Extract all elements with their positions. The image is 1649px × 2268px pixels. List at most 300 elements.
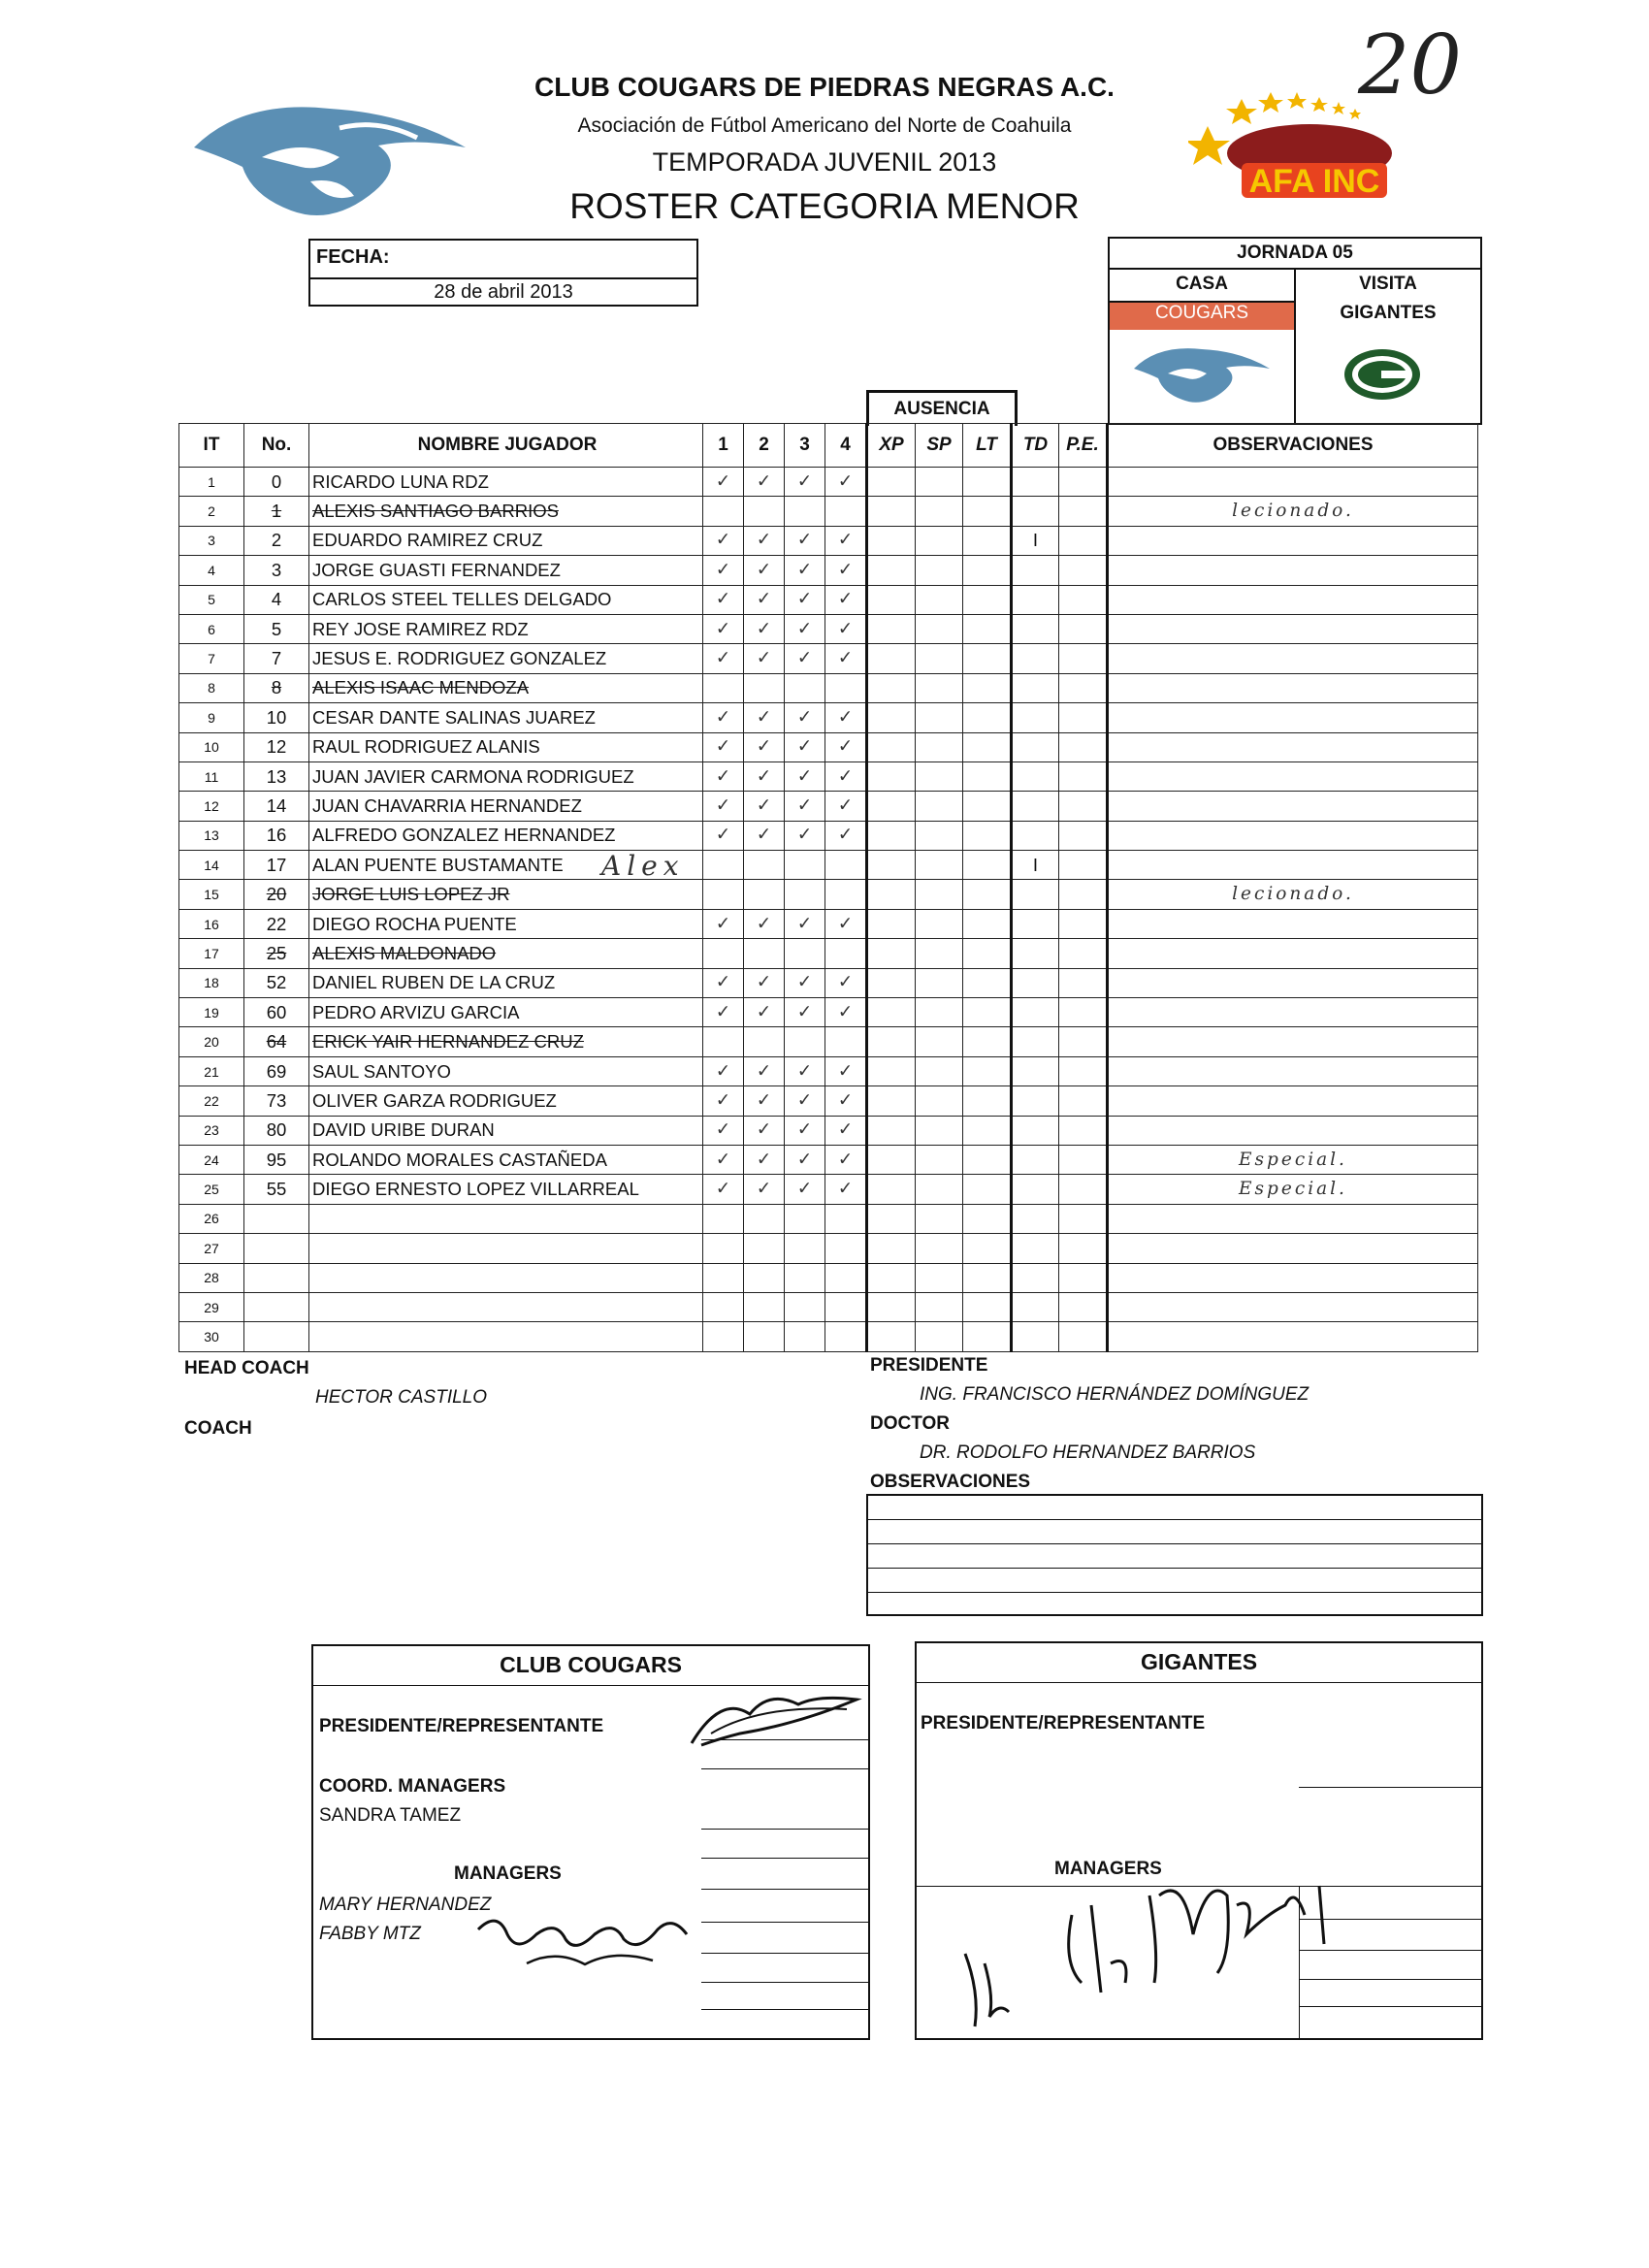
quarter-check[interactable]: ✓	[825, 1116, 867, 1145]
lt-cell[interactable]	[963, 526, 1012, 555]
quarter-check[interactable]	[703, 1027, 744, 1056]
xp-cell[interactable]	[867, 732, 916, 761]
quarter-check[interactable]	[703, 1292, 744, 1321]
quarter-check[interactable]: ✓	[785, 1175, 825, 1204]
pe-cell[interactable]	[1059, 732, 1108, 761]
td-cell[interactable]: I	[1012, 851, 1059, 880]
td-cell[interactable]	[1012, 497, 1059, 526]
sp-cell[interactable]	[916, 1027, 963, 1056]
lt-cell[interactable]	[963, 1263, 1012, 1292]
pe-cell[interactable]	[1059, 585, 1108, 614]
quarter-check[interactable]: ✓	[825, 1175, 867, 1204]
row-observacion[interactable]	[1108, 1263, 1478, 1292]
row-observacion[interactable]	[1108, 556, 1478, 585]
pe-cell[interactable]	[1059, 497, 1108, 526]
quarter-check[interactable]	[825, 1263, 867, 1292]
row-player-name[interactable]: EDUARDO RAMIREZ CRUZ	[309, 526, 703, 555]
row-player-name[interactable]: PEDRO ARVIZU GARCIA	[309, 998, 703, 1027]
td-cell[interactable]	[1012, 1204, 1059, 1233]
quarter-check[interactable]	[785, 1234, 825, 1263]
quarter-check[interactable]: ✓	[744, 761, 785, 791]
row-observacion[interactable]	[1108, 939, 1478, 968]
quarter-check[interactable]: ✓	[703, 1175, 744, 1204]
quarter-check[interactable]: ✓	[703, 761, 744, 791]
sp-cell[interactable]	[916, 526, 963, 555]
row-number[interactable]: 55	[244, 1175, 309, 1204]
quarter-check[interactable]	[703, 1263, 744, 1292]
row-player-name[interactable]: JORGE LUIS LOPEZ JR	[309, 880, 703, 909]
td-cell[interactable]	[1012, 1116, 1059, 1145]
sp-cell[interactable]	[916, 1056, 963, 1085]
quarter-check[interactable]: ✓	[703, 968, 744, 997]
pe-cell[interactable]	[1059, 939, 1108, 968]
pe-cell[interactable]	[1059, 792, 1108, 821]
quarter-check[interactable]: ✓	[825, 1056, 867, 1085]
td-cell[interactable]	[1012, 556, 1059, 585]
lt-cell[interactable]	[963, 968, 1012, 997]
quarter-check[interactable]: ✓	[785, 1145, 825, 1174]
xp-cell[interactable]	[867, 968, 916, 997]
row-number[interactable]	[244, 1263, 309, 1292]
row-number[interactable]: 5	[244, 614, 309, 643]
quarter-check[interactable]	[703, 851, 744, 880]
quarter-check[interactable]	[825, 497, 867, 526]
quarter-check[interactable]: ✓	[744, 968, 785, 997]
sp-cell[interactable]	[916, 939, 963, 968]
lt-cell[interactable]	[963, 939, 1012, 968]
quarter-check[interactable]: ✓	[744, 909, 785, 938]
quarter-check[interactable]: ✓	[703, 703, 744, 732]
xp-cell[interactable]	[867, 939, 916, 968]
pe-cell[interactable]	[1059, 998, 1108, 1027]
row-player-name[interactable]: JESUS E. RODRIGUEZ GONZALEZ	[309, 644, 703, 673]
lt-cell[interactable]	[963, 1175, 1012, 1204]
row-observacion[interactable]	[1108, 644, 1478, 673]
row-player-name[interactable]: ROLANDO MORALES CASTAÑEDA	[309, 1145, 703, 1174]
sp-cell[interactable]	[916, 1175, 963, 1204]
row-player-name[interactable]: OLIVER GARZA RODRIGUEZ	[309, 1086, 703, 1116]
quarter-check[interactable]: ✓	[825, 526, 867, 555]
sp-cell[interactable]	[916, 851, 963, 880]
row-number[interactable]: 8	[244, 673, 309, 702]
sp-cell[interactable]	[916, 909, 963, 938]
td-cell[interactable]	[1012, 792, 1059, 821]
sp-cell[interactable]	[916, 614, 963, 643]
quarter-check[interactable]: ✓	[744, 585, 785, 614]
xp-cell[interactable]	[867, 673, 916, 702]
td-cell[interactable]	[1012, 703, 1059, 732]
lt-cell[interactable]	[963, 1204, 1012, 1233]
quarter-check[interactable]: ✓	[825, 1145, 867, 1174]
sp-cell[interactable]	[916, 1086, 963, 1116]
row-number[interactable]: 3	[244, 556, 309, 585]
pe-cell[interactable]	[1059, 644, 1108, 673]
row-player-name[interactable]	[309, 1292, 703, 1321]
row-number[interactable]: 16	[244, 821, 309, 850]
td-cell[interactable]	[1012, 468, 1059, 497]
td-cell[interactable]	[1012, 1234, 1059, 1263]
quarter-check[interactable]: ✓	[744, 821, 785, 850]
quarter-check[interactable]	[785, 880, 825, 909]
pe-cell[interactable]	[1059, 1056, 1108, 1085]
quarter-check[interactable]: ✓	[703, 1086, 744, 1116]
quarter-check[interactable]	[744, 880, 785, 909]
row-observacion[interactable]	[1108, 792, 1478, 821]
lt-cell[interactable]	[963, 585, 1012, 614]
row-player-name[interactable]: ALFREDO GONZALEZ HERNANDEZ	[309, 821, 703, 850]
row-number[interactable]: 7	[244, 644, 309, 673]
td-cell[interactable]	[1012, 761, 1059, 791]
quarter-check[interactable]	[703, 1322, 744, 1351]
sp-cell[interactable]	[916, 821, 963, 850]
quarter-check[interactable]: ✓	[825, 556, 867, 585]
row-observacion[interactable]	[1108, 1027, 1478, 1056]
quarter-check[interactable]	[703, 1204, 744, 1233]
row-observacion[interactable]	[1108, 526, 1478, 555]
quarter-check[interactable]	[744, 1234, 785, 1263]
quarter-check[interactable]	[703, 673, 744, 702]
xp-cell[interactable]	[867, 614, 916, 643]
quarter-check[interactable]: ✓	[785, 761, 825, 791]
quarter-check[interactable]	[744, 939, 785, 968]
td-cell[interactable]	[1012, 1263, 1059, 1292]
sp-cell[interactable]	[916, 1145, 963, 1174]
xp-cell[interactable]	[867, 526, 916, 555]
lt-cell[interactable]	[963, 880, 1012, 909]
xp-cell[interactable]	[867, 468, 916, 497]
row-observacion[interactable]	[1108, 468, 1478, 497]
row-number[interactable]: 14	[244, 792, 309, 821]
td-cell[interactable]	[1012, 998, 1059, 1027]
lt-cell[interactable]	[963, 556, 1012, 585]
row-player-name[interactable]: CARLOS STEEL TELLES DELGADO	[309, 585, 703, 614]
xp-cell[interactable]	[867, 909, 916, 938]
quarter-check[interactable]: ✓	[703, 909, 744, 938]
row-observacion[interactable]	[1108, 761, 1478, 791]
quarter-check[interactable]: ✓	[825, 998, 867, 1027]
quarter-check[interactable]: ✓	[744, 998, 785, 1027]
xp-cell[interactable]	[867, 1116, 916, 1145]
xp-cell[interactable]	[867, 821, 916, 850]
sp-cell[interactable]	[916, 761, 963, 791]
pe-cell[interactable]	[1059, 1027, 1108, 1056]
row-number[interactable]: 12	[244, 732, 309, 761]
quarter-check[interactable]: ✓	[825, 703, 867, 732]
lt-cell[interactable]	[963, 1086, 1012, 1116]
sp-cell[interactable]	[916, 1263, 963, 1292]
quarter-check[interactable]: ✓	[703, 821, 744, 850]
lt-cell[interactable]	[963, 909, 1012, 938]
xp-cell[interactable]	[867, 998, 916, 1027]
quarter-check[interactable]	[825, 673, 867, 702]
row-number[interactable]	[244, 1292, 309, 1321]
sp-cell[interactable]	[916, 1234, 963, 1263]
quarter-check[interactable]	[785, 1322, 825, 1351]
quarter-check[interactable]: ✓	[785, 1056, 825, 1085]
pe-cell[interactable]	[1059, 1204, 1108, 1233]
td-cell[interactable]	[1012, 821, 1059, 850]
row-number[interactable]: 10	[244, 703, 309, 732]
quarter-check[interactable]: ✓	[703, 526, 744, 555]
row-observacion[interactable]	[1108, 673, 1478, 702]
lt-cell[interactable]	[963, 1027, 1012, 1056]
quarter-check[interactable]: ✓	[703, 998, 744, 1027]
sp-cell[interactable]	[916, 1116, 963, 1145]
pe-cell[interactable]	[1059, 851, 1108, 880]
row-number[interactable]: 64	[244, 1027, 309, 1056]
xp-cell[interactable]	[867, 1292, 916, 1321]
pe-cell[interactable]	[1059, 821, 1108, 850]
pe-cell[interactable]	[1059, 614, 1108, 643]
quarter-check[interactable]: ✓	[785, 909, 825, 938]
xp-cell[interactable]	[867, 556, 916, 585]
row-observacion[interactable]	[1108, 1086, 1478, 1116]
xp-cell[interactable]	[867, 880, 916, 909]
pe-cell[interactable]	[1059, 761, 1108, 791]
td-cell[interactable]: I	[1012, 526, 1059, 555]
lt-cell[interactable]	[963, 821, 1012, 850]
row-player-name[interactable]: SAUL SANTOYO	[309, 1056, 703, 1085]
row-player-name[interactable]: JUAN JAVIER CARMONA RODRIGUEZ	[309, 761, 703, 791]
quarter-check[interactable]: ✓	[825, 1086, 867, 1116]
quarter-check[interactable]	[825, 880, 867, 909]
lt-cell[interactable]	[963, 732, 1012, 761]
td-cell[interactable]	[1012, 732, 1059, 761]
pe-cell[interactable]	[1059, 556, 1108, 585]
xp-cell[interactable]	[867, 851, 916, 880]
quarter-check[interactable]: ✓	[785, 792, 825, 821]
row-number[interactable]: 69	[244, 1056, 309, 1085]
quarter-check[interactable]	[825, 1027, 867, 1056]
row-number[interactable]: 1	[244, 497, 309, 526]
row-player-name[interactable]: CESAR DANTE SALINAS JUAREZ	[309, 703, 703, 732]
row-observacion[interactable]	[1108, 851, 1478, 880]
xp-cell[interactable]	[867, 1056, 916, 1085]
row-number[interactable]: 4	[244, 585, 309, 614]
pe-cell[interactable]	[1059, 909, 1108, 938]
quarter-check[interactable]: ✓	[703, 585, 744, 614]
observaciones-box[interactable]	[866, 1494, 1483, 1616]
lt-cell[interactable]	[963, 644, 1012, 673]
xp-cell[interactable]	[867, 703, 916, 732]
td-cell[interactable]	[1012, 909, 1059, 938]
td-cell[interactable]	[1012, 1086, 1059, 1116]
lt-cell[interactable]	[963, 1292, 1012, 1321]
lt-cell[interactable]	[963, 1322, 1012, 1351]
row-number[interactable]: 2	[244, 526, 309, 555]
quarter-check[interactable]: ✓	[785, 998, 825, 1027]
xp-cell[interactable]	[867, 1086, 916, 1116]
row-observacion[interactable]	[1108, 998, 1478, 1027]
row-number[interactable]	[244, 1234, 309, 1263]
row-player-name[interactable]: ALAN PUENTE BUSTAMANTE	[309, 851, 703, 880]
row-observacion[interactable]	[1108, 703, 1478, 732]
xp-cell[interactable]	[867, 1175, 916, 1204]
quarter-check[interactable]: ✓	[744, 703, 785, 732]
quarter-check[interactable]	[825, 851, 867, 880]
row-number[interactable]: 0	[244, 468, 309, 497]
row-player-name[interactable]	[309, 1234, 703, 1263]
quarter-check[interactable]: ✓	[825, 792, 867, 821]
quarter-check[interactable]	[785, 851, 825, 880]
quarter-check[interactable]	[744, 1292, 785, 1321]
quarter-check[interactable]	[744, 1322, 785, 1351]
sp-cell[interactable]	[916, 792, 963, 821]
quarter-check[interactable]: ✓	[744, 1056, 785, 1085]
xp-cell[interactable]	[867, 761, 916, 791]
row-observacion[interactable]	[1108, 1204, 1478, 1233]
td-cell[interactable]	[1012, 585, 1059, 614]
pe-cell[interactable]	[1059, 673, 1108, 702]
pe-cell[interactable]	[1059, 703, 1108, 732]
quarter-check[interactable]: ✓	[744, 1086, 785, 1116]
quarter-check[interactable]: ✓	[825, 732, 867, 761]
quarter-check[interactable]	[744, 1027, 785, 1056]
quarter-check[interactable]: ✓	[703, 556, 744, 585]
row-observacion[interactable]	[1108, 1322, 1478, 1351]
td-cell[interactable]	[1012, 1056, 1059, 1085]
quarter-check[interactable]	[744, 497, 785, 526]
quarter-check[interactable]	[744, 1263, 785, 1292]
row-player-name[interactable]: JUAN CHAVARRIA HERNANDEZ	[309, 792, 703, 821]
row-observacion[interactable]	[1108, 1056, 1478, 1085]
row-number[interactable]	[244, 1204, 309, 1233]
sp-cell[interactable]	[916, 703, 963, 732]
quarter-check[interactable]	[785, 673, 825, 702]
row-player-name[interactable]	[309, 1322, 703, 1351]
quarter-check[interactable]: ✓	[744, 792, 785, 821]
pe-cell[interactable]	[1059, 1175, 1108, 1204]
row-number[interactable]: 95	[244, 1145, 309, 1174]
quarter-check[interactable]	[703, 497, 744, 526]
sp-cell[interactable]	[916, 644, 963, 673]
lt-cell[interactable]	[963, 761, 1012, 791]
pe-cell[interactable]	[1059, 968, 1108, 997]
quarter-check[interactable]: ✓	[744, 1116, 785, 1145]
row-observacion[interactable]	[1108, 1234, 1478, 1263]
pe-cell[interactable]	[1059, 468, 1108, 497]
quarter-check[interactable]: ✓	[785, 585, 825, 614]
pe-cell[interactable]	[1059, 1145, 1108, 1174]
quarter-check[interactable]	[825, 1204, 867, 1233]
row-player-name[interactable]: RICARDO LUNA RDZ	[309, 468, 703, 497]
row-observacion[interactable]: Especial.	[1108, 1175, 1478, 1204]
lt-cell[interactable]	[963, 1056, 1012, 1085]
quarter-check[interactable]: ✓	[785, 821, 825, 850]
quarter-check[interactable]: ✓	[703, 614, 744, 643]
quarter-check[interactable]	[785, 1027, 825, 1056]
quarter-check[interactable]: ✓	[785, 732, 825, 761]
row-number[interactable]: 73	[244, 1086, 309, 1116]
quarter-check[interactable]: ✓	[785, 1116, 825, 1145]
xp-cell[interactable]	[867, 1204, 916, 1233]
row-number[interactable]: 22	[244, 909, 309, 938]
lt-cell[interactable]	[963, 998, 1012, 1027]
row-player-name[interactable]: RAUL RODRIGUEZ ALANIS	[309, 732, 703, 761]
quarter-check[interactable]: ✓	[785, 556, 825, 585]
lt-cell[interactable]	[963, 1145, 1012, 1174]
quarter-check[interactable]: ✓	[825, 614, 867, 643]
quarter-check[interactable]: ✓	[703, 468, 744, 497]
td-cell[interactable]	[1012, 1027, 1059, 1056]
quarter-check[interactable]: ✓	[825, 968, 867, 997]
quarter-check[interactable]: ✓	[744, 526, 785, 555]
td-cell[interactable]	[1012, 1175, 1059, 1204]
td-cell[interactable]	[1012, 968, 1059, 997]
lt-cell[interactable]	[963, 1116, 1012, 1145]
td-cell[interactable]	[1012, 880, 1059, 909]
quarter-check[interactable]	[785, 1204, 825, 1233]
lt-cell[interactable]	[963, 703, 1012, 732]
xp-cell[interactable]	[867, 1145, 916, 1174]
row-player-name[interactable]: DIEGO ROCHA PUENTE	[309, 909, 703, 938]
pe-cell[interactable]	[1059, 1086, 1108, 1116]
lt-cell[interactable]	[963, 1234, 1012, 1263]
quarter-check[interactable]	[703, 1234, 744, 1263]
quarter-check[interactable]: ✓	[744, 1145, 785, 1174]
sp-cell[interactable]	[916, 1322, 963, 1351]
lt-cell[interactable]	[963, 673, 1012, 702]
row-observacion[interactable]	[1108, 614, 1478, 643]
row-observacion[interactable]: lecionado.	[1108, 497, 1478, 526]
quarter-check[interactable]	[703, 939, 744, 968]
quarter-check[interactable]: ✓	[744, 1175, 785, 1204]
quarter-check[interactable]: ✓	[825, 821, 867, 850]
quarter-check[interactable]: ✓	[825, 644, 867, 673]
row-number[interactable]: 60	[244, 998, 309, 1027]
row-observacion[interactable]	[1108, 909, 1478, 938]
row-number[interactable]: 25	[244, 939, 309, 968]
quarter-check[interactable]: ✓	[785, 703, 825, 732]
lt-cell[interactable]	[963, 792, 1012, 821]
quarter-check[interactable]	[825, 939, 867, 968]
row-player-name[interactable]: ERICK YAIR HERNANDEZ CRUZ	[309, 1027, 703, 1056]
pe-cell[interactable]	[1059, 880, 1108, 909]
sp-cell[interactable]	[916, 880, 963, 909]
row-number[interactable]: 80	[244, 1116, 309, 1145]
xp-cell[interactable]	[867, 497, 916, 526]
quarter-check[interactable]: ✓	[703, 1145, 744, 1174]
quarter-check[interactable]: ✓	[825, 585, 867, 614]
quarter-check[interactable]: ✓	[744, 732, 785, 761]
sp-cell[interactable]	[916, 1204, 963, 1233]
quarter-check[interactable]: ✓	[744, 644, 785, 673]
pe-cell[interactable]	[1059, 526, 1108, 555]
pe-cell[interactable]	[1059, 1263, 1108, 1292]
row-observacion[interactable]	[1108, 1116, 1478, 1145]
row-player-name[interactable]	[309, 1263, 703, 1292]
row-observacion[interactable]	[1108, 821, 1478, 850]
quarter-check[interactable]: ✓	[825, 468, 867, 497]
quarter-check[interactable]	[785, 497, 825, 526]
quarter-check[interactable]: ✓	[703, 732, 744, 761]
row-number[interactable]: 17	[244, 851, 309, 880]
td-cell[interactable]	[1012, 1322, 1059, 1351]
row-number[interactable]: 13	[244, 761, 309, 791]
sp-cell[interactable]	[916, 468, 963, 497]
pe-cell[interactable]	[1059, 1116, 1108, 1145]
xp-cell[interactable]	[867, 585, 916, 614]
td-cell[interactable]	[1012, 1292, 1059, 1321]
quarter-check[interactable]: ✓	[703, 644, 744, 673]
row-player-name[interactable]: REY JOSE RAMIREZ RDZ	[309, 614, 703, 643]
quarter-check[interactable]	[744, 851, 785, 880]
quarter-check[interactable]: ✓	[703, 792, 744, 821]
row-observacion[interactable]: Especial.	[1108, 1145, 1478, 1174]
pe-cell[interactable]	[1059, 1234, 1108, 1263]
row-observacion[interactable]	[1108, 732, 1478, 761]
pe-cell[interactable]	[1059, 1292, 1108, 1321]
